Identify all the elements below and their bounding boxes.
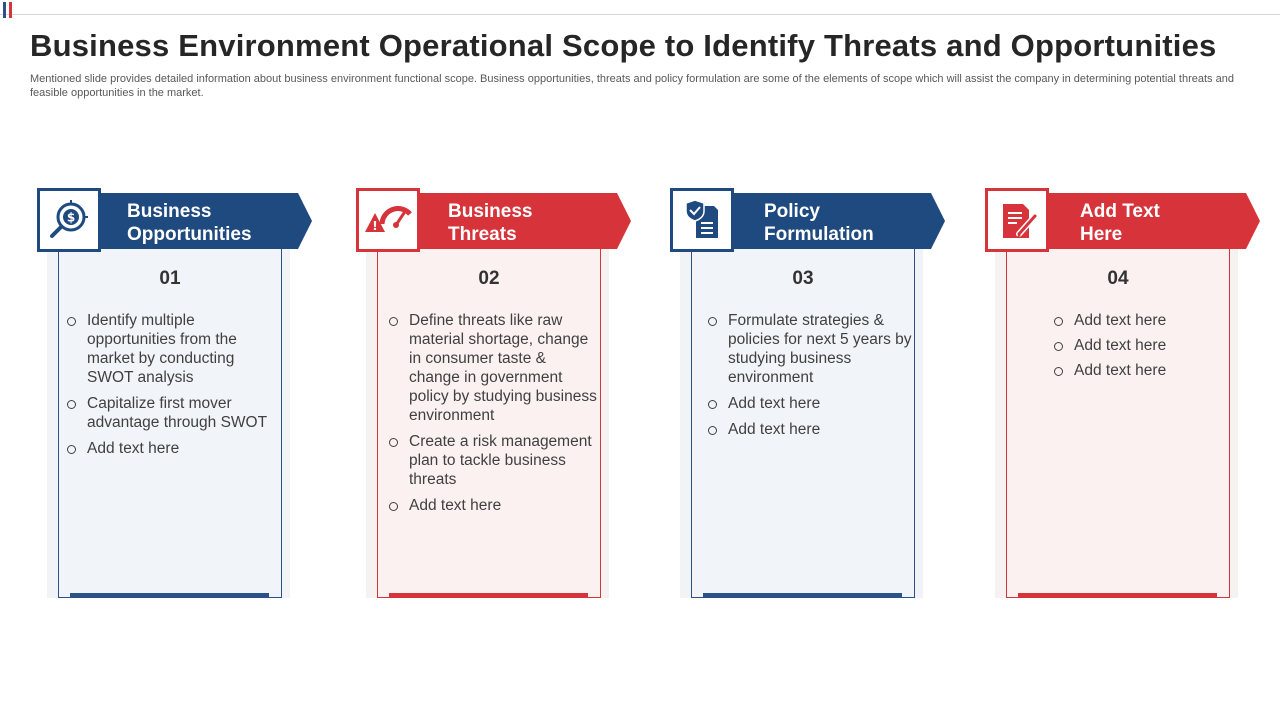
card-bullet-list <box>67 311 282 465</box>
list-item: Identify multiple opportunities from the market by conducting SWOT analysis <box>67 311 282 387</box>
card-policy-formulation <box>670 188 944 602</box>
card-bullet-list <box>1054 311 1224 387</box>
svg-text:$: $ <box>66 210 76 225</box>
card-bullet-list <box>389 311 601 522</box>
card-heading: Add Text Here <box>1080 201 1160 245</box>
card-bottom-bar <box>70 593 269 598</box>
list-item: Add text here <box>1054 361 1224 380</box>
card-number: 03 <box>792 268 814 289</box>
card-business-threats <box>356 188 630 602</box>
card-number: 02 <box>478 268 500 289</box>
list-item: Capitalize first mover advantage through SWOT <box>67 394 282 432</box>
card-bottom-bar <box>1018 593 1217 598</box>
card-heading: Policy Formulation <box>764 201 874 245</box>
top-divider <box>0 14 1280 15</box>
list-item: Add text here <box>67 439 282 458</box>
corner-accent <box>0 0 16 18</box>
list-item: Add text here <box>389 496 601 515</box>
list-item: Formulate strategies & policies for next 5 years by studying business environment <box>708 311 915 387</box>
card-icon-box <box>670 188 734 252</box>
warning-gauge-icon <box>364 200 412 240</box>
card-heading: Business Opportunities <box>127 201 252 245</box>
card-number: 01 <box>159 268 181 289</box>
card-add-text-here <box>985 188 1259 602</box>
card-bottom-bar <box>389 593 588 598</box>
list-item: Add text here <box>1054 311 1224 330</box>
card-bullet-list <box>708 311 915 446</box>
page-subtitle: Mentioned slide provides detailed information about business environment functional scope. Business opportunities, threats and policy formulation are some of the elements of scope which will assist the company in determining potential threats and feasible opportunities in the market. <box>30 73 1234 99</box>
card-icon-box <box>37 188 101 252</box>
list-item: Add text here <box>1054 336 1224 355</box>
card-heading: Business Threats <box>448 201 533 245</box>
dollar-target-icon <box>49 200 89 240</box>
page-title: Business Environment Operational Scope to Identify Threats and Opportunities <box>30 28 1217 63</box>
card-business-opportunities <box>37 188 311 602</box>
list-item: Create a risk management plan to tackle business threats <box>389 432 601 489</box>
card-icon-box <box>356 188 420 252</box>
policy-document-icon <box>682 200 722 240</box>
card-number: 04 <box>1107 268 1129 289</box>
list-item: Add text here <box>708 394 915 413</box>
document-pen-icon <box>997 200 1037 240</box>
list-item: Define threats like raw material shortage, change in consumer taste & change in government policy by studying business environment <box>389 311 601 425</box>
card-icon-box <box>985 188 1049 252</box>
svg-text:!: ! <box>372 219 378 233</box>
card-bottom-bar <box>703 593 902 598</box>
list-item: Add text here <box>708 420 915 439</box>
